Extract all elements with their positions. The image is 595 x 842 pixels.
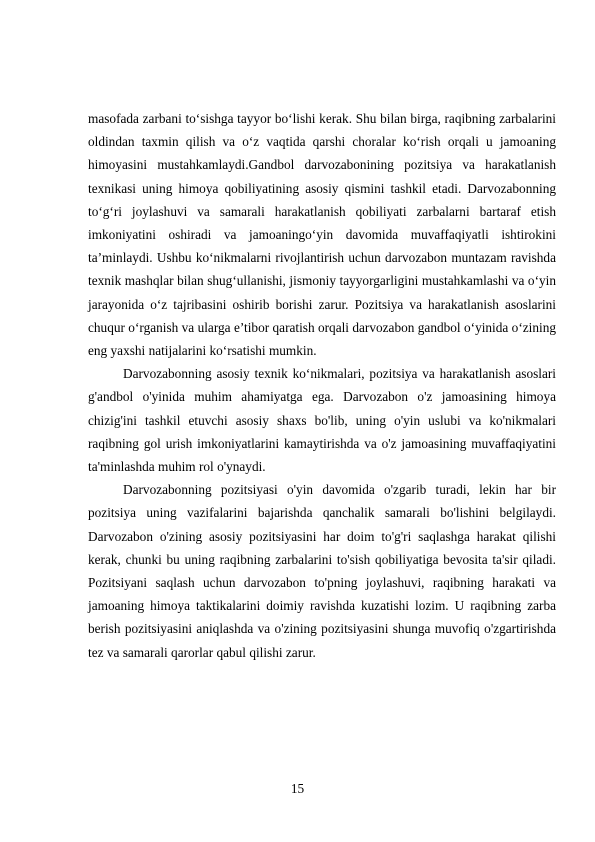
page-number: 15 [290,781,305,796]
paragraph-3: Darvozabonning pozitsiyasi o'yin davomida o'zgarib turadi, lekin har bir pozitsiya uning vazifalarini bajarishda qanchalik samarali bo'lishini belgilaydi. Darvozabon o'zining asosiy pozitsiyasini har doim to'g'ri saqlashga harakat qilishi kerak, chunki bu uning raqibning zarbalarini to'sish qobiliyatiga bevosita ta'sir qiladi. Pozitsiyani saqlash uchun darvozabon to'pning joylashuvi, raqibning harakati va jamoaning himoya taktikalarini doimiy ravishda kuzatishi lozim. U raqibning zarba berish pozitsiyasini aniqlashda va o'zining pozitsiyasini shunga muvofiq o'zgartirishda tez va samarali qarorlar qabul qilishi zarur. [88,482,556,660]
body-text [88,107,556,664]
paragraph-2: Darvozabonning asosiy texnik ko‘nikmalari, pozitsiya va harakatlanish asoslari g'andbol o'yinida muhim ahamiyatga ega. Darvozabon o'z jamoasining himoya chizig'ini tashkil etuvchi asosiy shaxs bo'lib, uning o'yin uslubi va ko'nikmalari raqibning gol urish imkoniyatlarini kamaytirishda va o'z jamoasining muvaffaqiyatini ta'minlashda muhim rol o'ynaydi. [88,366,556,475]
paragraph-1: masofada zarbani to‘sishga tayyor bo‘lishi kerak. Shu bilan birga, raqibning zarbalarini oldindan taxmin qilish va o‘z vaqtida qarshi choralar ko‘rish orqali u jamoaning himoyasini mustahkamlaydi.Gandbol darvozabonining pozitsiya va harakatlanish texnikasi uning himoya qobiliyatining asosiy qismini tashkil etadi. Darvozabonning to‘g‘ri joylashuvi va samarali harakatlanish qobiliyati zarbalarni bartaraf etish imkoniyatini oshiradi va jamoaningo‘yin davomida muvaffaqiyatli ishtirokini ta’minlaydi. Ushbu ko‘nikmalarni rivojlantirish uchun darvozabon muntazam ravishda texnik mashqlar bilan shug‘ullanishi, jismoniy tayyorgarligini mustahkamlashi va o‘yin jarayonida o‘z tajribasini oshirib borishi zarur. Pozitsiya va harakatlanish asoslarini chuqur o‘rganish va ularga e’tibor qaratish orqali darvozabon gandbol o‘yinida o‘zining eng yaxshi natijalarini ko‘rsatishi mumkin. [88,111,556,359]
